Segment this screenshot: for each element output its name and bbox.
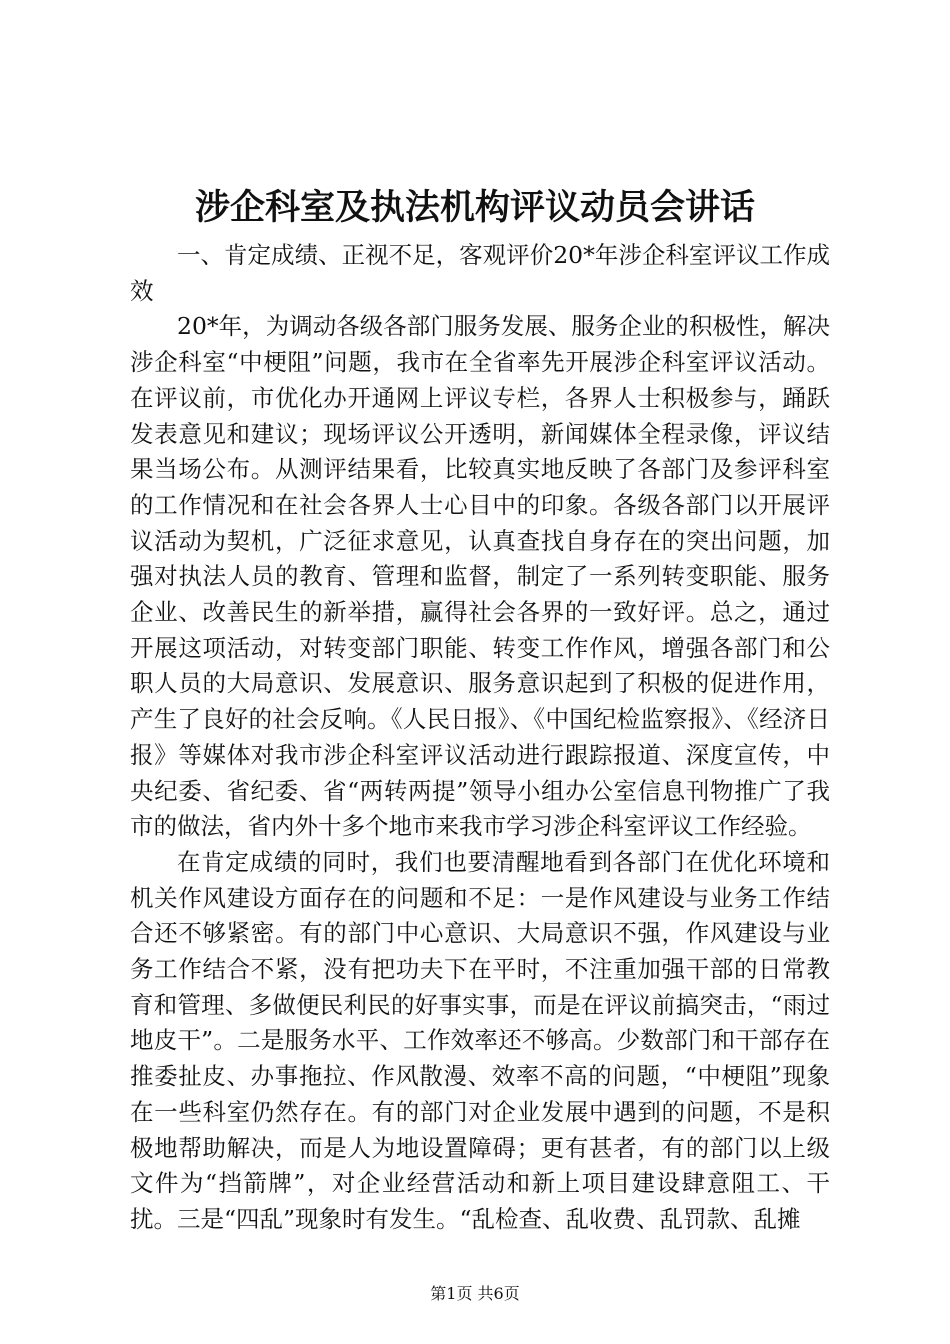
document-title: 涉企科室及执法机构评议动员会讲话 <box>194 187 755 228</box>
section-heading: 一、肯定成绩、正视不足，客观评价20*年涉企科室评议工作成效 <box>130 241 830 305</box>
body-paragraph: 在肯定成绩的同时，我们也要清醒地看到各部门在优化环境和机关作风建设方面存在的问题和不足：一是作风建设与业务工作结合还不够紧密。有的部门中心意识、大局意识不强，作风建设与业务工作结合不紧，没有把功夫下在平时，不注重加强干部的日常教育和管理、多做便民利民的好事实事，而是在评议前搞突击，“雨过地皮干”。二是服务水平、工作效率还不够高。少数部门和干部存在推委扯皮、办事拖拉、作风散漫、效率不高的问题，“中梗阻”现象在一些科室仍然存在。有的部门对企业发展中遇到的问题，不是积极地帮助解决，而是人为地设置障碍；更有甚者，有的部门以上级文件为“挡箭牌”，对企业经营活动和新上项目建设肆意阻工、干扰。三是“四乱”现象时有发生。“乱检查、乱收费、乱罚款、乱摊 <box>130 847 830 1233</box>
page-footer: 第1页 共6页 <box>430 1284 520 1303</box>
document-body <box>130 238 830 1238</box>
body-paragraph: 20*年，为调动各级各部门服务发展、服务企业的积极性，解决涉企科室“中梗阻”问题，我市在全省率先开展涉企科室评议活动。在评议前，市优化办开通网上评议专栏，各界人士积极参与，踊跃发表意见和建议；现场评议公开透明，新闻媒体全程录像，评议结果当场公布。从测评结果看，比较真实地反映了各部门及参评科室的工作情况和在社会各界人士心目中的印象。各级各部门以开展评议活动为契机，广泛征求意见，认真查找自身存在的突出问题，加强对执法人员的教育、管理和监督，制定了一系列转变职能、服务企业、改善民生的新举措，赢得社会各界的一致好评。总之，通过开展这项活动，对转变部门职能、转变工作作风，增强各部门和公职人员的大局意识、发展意识、服务意识起到了积极的促进作用，产生了良好的社会反响。《人民日报》、《中国纪检监察报》、《经济日报》等媒体对我市涉企科室评议活动进行跟踪报道、深度宣传，中央纪委、省纪委、省“两转两提”领导小组办公室信息刊物推广了我市的做法，省内外十多个地市来我市学习涉企科室评议工作经验。 <box>130 312 830 841</box>
